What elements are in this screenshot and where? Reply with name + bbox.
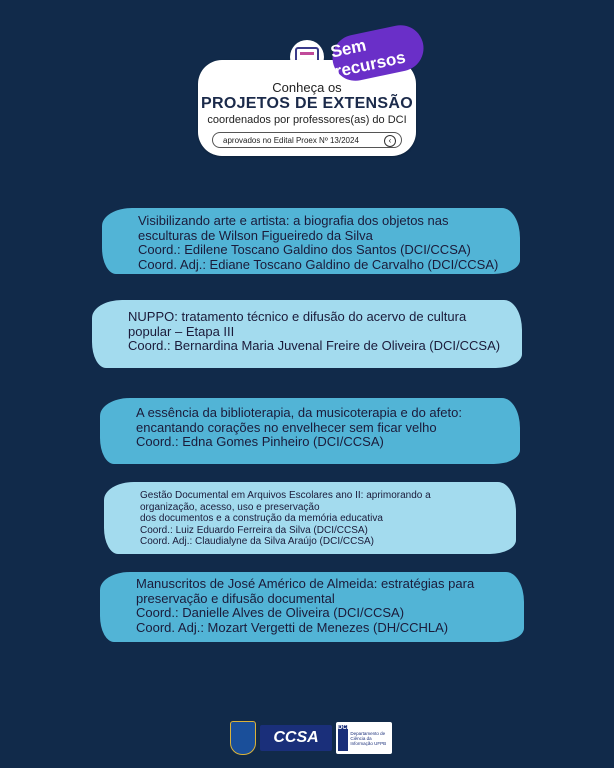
chevron-left-icon: ‹ xyxy=(384,135,396,147)
project-line: Manuscritos de José Américo de Almeida: estratégias para xyxy=(136,576,475,591)
header-subtitle: coordenados por professores(as) do DCI xyxy=(207,114,407,126)
project-line: Coord. Adj.: Mozart Vergetti de Menezes (DH/CCHLA) xyxy=(136,619,449,635)
footer-logos xyxy=(230,720,392,756)
project-line: Coord.: Bernardina Maria Juvenal Freire de Oliveira (DCI/CCSA) xyxy=(128,338,501,353)
project-line: esculturas de Wilson Figueiredo da Silva xyxy=(138,227,373,243)
project-line: Coord.: Danielle Alves de Oliveira (DCI/CCSA) xyxy=(136,605,405,620)
dci-logo xyxy=(336,722,392,754)
header-intro: Conheça os xyxy=(272,80,342,95)
edital-text: aprovados no Edital Proex Nº 13/2024 xyxy=(223,136,359,145)
project-line: Coord. Adj.: Claudialyne da Silva Araújo (DCI/CCSA) xyxy=(140,536,374,547)
project-line: Coord. Adj.: Ediane Toscano Galdino de Carvalho (DCI/CCSA) xyxy=(138,256,499,272)
edital-pill xyxy=(212,132,402,148)
project-line: preservação e difusão documental xyxy=(136,590,335,606)
ccsa-logo: CCSA xyxy=(260,725,332,751)
project-line: A essência da biblioterapia, da musicoterapia e do afeto: xyxy=(136,405,462,420)
project-line: dos documentos e a construção da memória educativa xyxy=(140,513,383,524)
dci-logo-text: Departamento de Ciência da Informação UFPB xyxy=(350,730,387,746)
no-resources-badge: Sem recursos xyxy=(328,21,428,85)
project-card-3 xyxy=(100,398,520,464)
project-line: encantando corações no envelhecer sem ficar velho xyxy=(136,419,437,435)
ufpb-crest-icon xyxy=(230,721,256,755)
project-line: Coord.: Edilene Toscano Galdino dos Santos (DCI/CCSA) xyxy=(138,242,471,257)
project-line: Gestão Documental em Arquivos Escolares ano II: aprimorando a xyxy=(140,490,431,501)
dci-mark: DCI xyxy=(338,725,348,751)
project-card-5 xyxy=(100,572,524,642)
project-card-1 xyxy=(102,208,520,274)
project-card-2 xyxy=(92,300,522,368)
project-line: Coord.: Edna Gomes Pinheiro (DCI/CCSA) xyxy=(136,434,384,449)
project-line: NUPPO: tratamento técnico e difusão do acervo de cultura xyxy=(128,309,467,324)
project-line: organização, acesso, uso e preservação xyxy=(140,501,320,513)
project-line: Coord.: Luiz Eduardo Ferreira da Silva (DCI/CCSA) xyxy=(140,524,368,536)
project-line: popular – Etapa III xyxy=(128,323,235,339)
project-card-4 xyxy=(104,482,516,554)
project-line: Visibilizando arte e artista: a biografia dos objetos nas xyxy=(138,213,449,228)
header-title: PROJETOS DE EXTENSÃO xyxy=(201,95,413,112)
